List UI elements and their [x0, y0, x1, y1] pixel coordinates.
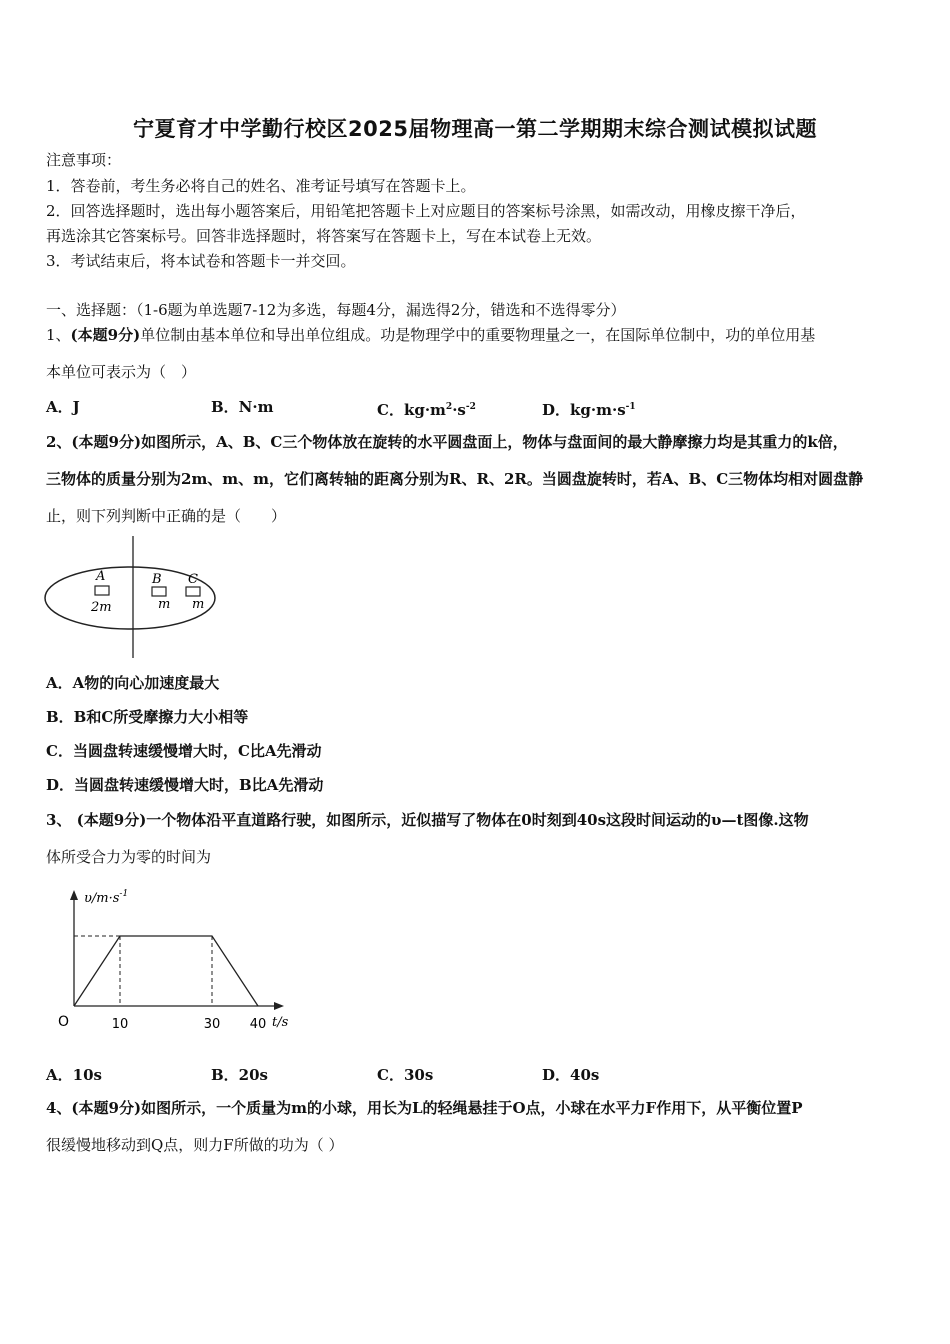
mass-b: m — [158, 597, 171, 612]
q3-line-1: 3、 (本题9分)一个物体沿平直道路行驶，如图所示，近似描写了物体在0时刻到40s这段时间运动的υ—t图像.这物 — [46, 811, 809, 829]
q2-option-b: B．B和C所受摩擦力大小相等 — [46, 708, 249, 726]
label-a: A — [96, 569, 106, 584]
q4-line-1: 4、(本题9分)如图所示，一个质量为m的小球，用长为L的轻绳悬挂于O点，小球在水平力F作用下，从平衡位置P — [46, 1099, 803, 1117]
q3-option-b: B．20s — [211, 1066, 268, 1084]
q4-line-2: 很缓慢地移动到Q点，则力F所做的功为（ ） — [46, 1136, 344, 1154]
q1-number: 1、 — [46, 326, 71, 344]
q1-option-d-base: D．kg·m·s — [542, 401, 626, 419]
notice-item-3: 3．考试结束后，将本试卷和答题卡一并交回。 — [46, 252, 356, 270]
q2-line-3: 止，则下列判断中正确的是（ ） — [46, 507, 287, 525]
q3-option-c: C．30s — [377, 1066, 434, 1084]
x-tick-label-10: 10 — [111, 1017, 129, 1032]
q2-turntable-figure — [40, 536, 225, 658]
q1-line-2: 本单位可表示为（ ） — [46, 363, 197, 381]
origin-label: O — [58, 1014, 70, 1030]
q1-option-c-sup1: 2 — [445, 402, 453, 412]
y-axis-arrow — [70, 890, 78, 900]
label-b: B — [152, 572, 162, 587]
y-axis-label-sup: -1 — [119, 889, 129, 899]
y-axis-label-text: υ/m·s — [84, 891, 120, 906]
q1-score: (本题9分) — [70, 326, 141, 344]
q1-option-c-mid: ·s — [452, 401, 466, 419]
q3-option-a: A．10s — [46, 1066, 102, 1084]
notice-item-2a: 2．回答选择题时，选出每小题答案后，用铅笔把答题卡上对应题目的答案标号涂黑，如需改动，用橡皮擦干净后， — [46, 202, 806, 220]
y-axis-label — [84, 889, 128, 906]
q2-option-a: A．A物的向心加速度最大 — [46, 674, 220, 692]
q1-option-a: A．J — [46, 398, 80, 416]
q1-option-c-base: C．kg·m — [377, 401, 446, 419]
q2-option-d: D．当圆盘转速缓慢增大时，B比A先滑动 — [46, 776, 324, 794]
notice-item-1: 1．答卷前，考生务必将自己的姓名、准考证号填写在答题卡上。 — [46, 177, 476, 195]
x-axis-arrow — [274, 1002, 284, 1010]
x-tick-label-30: 30 — [203, 1017, 221, 1032]
q1-line-1 — [46, 325, 815, 345]
velocity-series-line — [74, 936, 258, 1006]
label-c: C — [188, 572, 198, 587]
q3-line-2: 体所受合力为零的时间为 — [46, 848, 212, 866]
mass-c: m — [192, 597, 205, 612]
notice-heading: 注意事项： — [46, 151, 122, 169]
q2-line-2: 三物体的质量分别为2m、m、m，它们离转轴的距离分别为R、R、2R。当圆盘旋转时，若A、B、C三物体均相对圆盘静 — [46, 470, 864, 488]
notice-item-2b: 再选涂其它答案标号。回答非选择题时，将答案写在答题卡上，写在本试卷上无效。 — [46, 227, 602, 245]
page-title: 宁夏育才中学勤行校区2025届物理高一第二学期期末综合测试模拟试题 — [133, 117, 817, 141]
q1-option-c — [377, 397, 476, 420]
mass-a: 2m — [91, 600, 112, 615]
q3-vt-graph — [52, 882, 292, 1037]
q1-option-c-sup2: -2 — [465, 402, 476, 412]
q1-option-b: B．N·m — [211, 398, 274, 416]
x-axis-label: t/s — [272, 1015, 289, 1030]
q1-option-d-sup: -1 — [625, 402, 636, 412]
q1-option-d — [542, 397, 636, 420]
q2-option-c: C．当圆盘转速缓慢增大时，C比A先滑动 — [46, 742, 322, 760]
q2-line-1: 2、(本题9分)如图所示，A、B、C三个物体放在旋转的水平圆盘面上，物体与盘面间的最大静摩擦力均是其重力的k倍， — [46, 433, 848, 451]
q3-option-d: D．40s — [542, 1066, 600, 1084]
x-tick-label-40: 40 — [249, 1017, 267, 1032]
section-heading: 一、选择题：（1-6题为单选题7-12为多选，每题4分，漏选得2分，错选和不选得零分） — [46, 301, 626, 319]
q1-text-a: 单位制由基本单位和导出单位组成。功是物理学中的重要物理量之一，在国际单位制中，功的单位用基 — [140, 326, 816, 344]
